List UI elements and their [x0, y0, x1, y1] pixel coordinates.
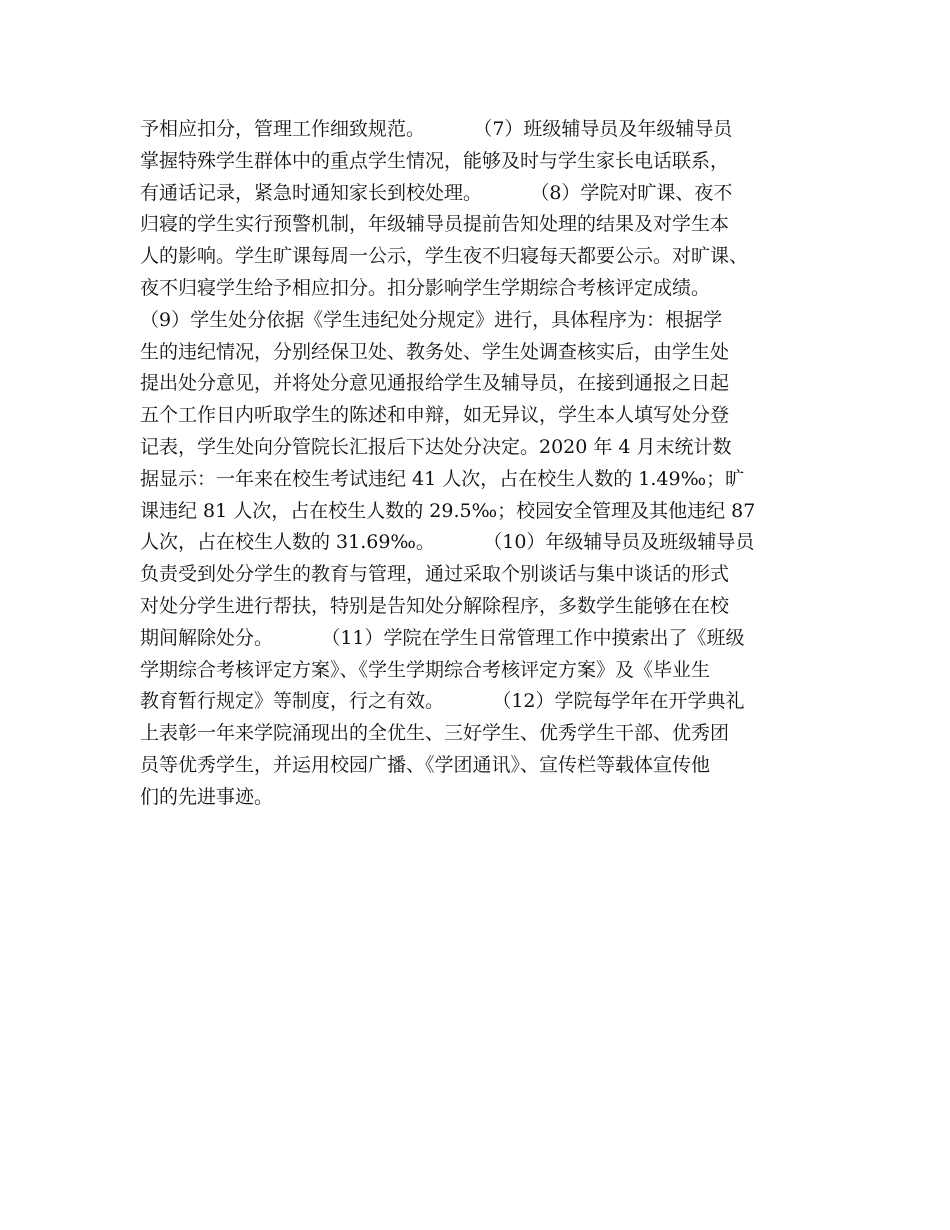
text-line: 对处分学生进行帮扶，特别是告知处分解除程序，多数学生能够在在校 [140, 594, 730, 617]
text-line: （9）学生处分依据《学生违纪处分规定》进行，具体程序为：根据学 [140, 308, 723, 331]
text-line: 们的先进事迹。 [140, 785, 274, 808]
text-line: 课违纪 81 人次，占在校生人数的 29.5‰；校园安全管理及其他违纪 87 [140, 499, 756, 522]
text-line: 生的违纪情况，分别经保卫处、教务处、学生处调查核实后，由学生处 [140, 340, 730, 363]
text-line: 予相应扣分，管理工作细致规范。 （7）班级辅导员及年级辅导员 [140, 118, 733, 140]
text-line: 提出处分意见，并将处分意见通报给学生及辅导员，在接到通报之日起 [140, 372, 730, 395]
text-line: 期间解除处分。 （11）学院在学生日常管理工作中摸索出了《班级 [140, 626, 745, 649]
text-line: 据显示：一年来在校生考试违纪 41 人次，占在校生人数的 1.49‰；旷 [140, 467, 745, 490]
text-line: 记表，学生处向分管院长汇报后下达处分决定。2020 年 4 月末统计数 [140, 435, 732, 458]
text-line: 夜不归寝学生给予相应扣分。扣分影响学生学期综合考核评定成绩。 [140, 276, 711, 299]
text-line: 归寝的学生实行预警机制，年级辅导员提前告知处理的结果及对学生本 [140, 213, 730, 236]
text-line: 员等优秀学生，并运用校园广播、《学团通讯》、宣传栏等载体宣传他 [140, 753, 711, 776]
text-line: 上表彰一年来学院涌现出的全优生、三好学生、优秀学生干部、优秀团 [140, 722, 730, 745]
text-line: 人的影响。学生旷课每周一公示，学生夜不归寝每天都要公示。对旷课、 [140, 245, 749, 268]
text-line: 有通话记录，紧急时通知家长到校处理。 （8）学院对旷课、夜不 [140, 181, 733, 204]
text-line: 教育暂行规定》等制度，行之有效。 （12）学院每学年在开学典礼 [140, 690, 745, 713]
text-line: 负责受到处分学生的教育与管理，通过采取个别谈话与集中谈话的形式 [140, 563, 730, 586]
text-line: 学期综合考核评定方案》、《学生学期综合考核评定方案》及《毕业生 [140, 658, 711, 681]
body-text [140, 114, 820, 814]
text-line: 人次，占在校生人数的 31.69‰。 （10）年级辅导员及班级辅导员 [140, 531, 755, 554]
text-line: 五个工作日内听取学生的陈述和申辩，如无异议，学生本人填写处分登 [140, 404, 730, 427]
text-line: 掌握特殊学生群体中的重点学生情况，能够及时与学生家长电话联系， [140, 149, 730, 172]
